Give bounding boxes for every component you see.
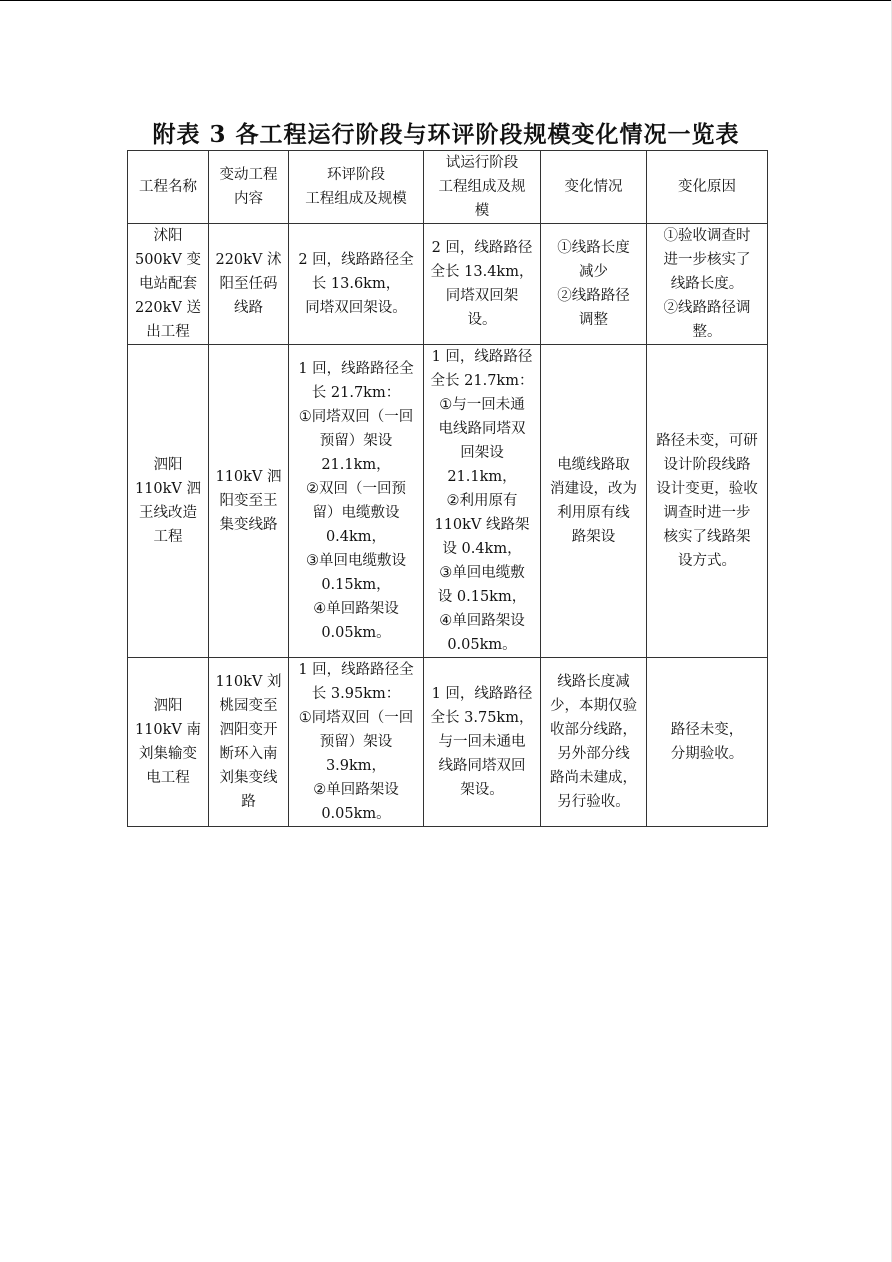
cell-change-reason: 路径未变，可研 设计阶段线路 设计变更，验收 调查时进一步 核实了线路架 设方式。 — [647, 345, 768, 658]
cell-change-content: 110kV 泗 阳变至王 集变线路 — [209, 345, 289, 658]
top-border-line — [0, 0, 892, 1]
table-header-row — [128, 151, 768, 224]
table-row — [128, 658, 768, 827]
cell-change-status: 电缆线路取 消建设，改为 利用原有线 路架设 — [541, 345, 647, 658]
cell-eia-stage: 1 回，线路路径全 长 21.7km： ①同塔双回（一回 预留）架设 21.1km， ②双回（一回预 留）电缆敷设 0.4km， ③单回电缆敷设 0.15km， ④单回路架设 0.05km。 — [289, 345, 424, 658]
cell-change-reason: 路径未变， 分期验收。 — [647, 658, 768, 827]
cell-trial-stage: 2 回，线路路径 全长 13.4km， 同塔双回架 设。 — [424, 224, 541, 345]
page-title: 附表 3 各工程运行阶段与环评阶段规模变化情况一览表 — [152, 121, 740, 148]
header-cell-eia-stage: 环评阶段 工程组成及规模 — [289, 151, 424, 224]
table-row — [128, 345, 768, 658]
header-cell-change-reason: 变化原因 — [647, 151, 768, 224]
cell-project-name: 泗阳 110kV 泗 王线改造 工程 — [128, 345, 209, 658]
cell-project-name: 沭阳 500kV 变 电站配套 220kV 送 出工程 — [128, 224, 209, 345]
cell-eia-stage: 1 回，线路路径全 长 3.95km： ①同塔双回（一回 预留）架设 3.9km， ②单回路架设 0.05km。 — [289, 658, 424, 827]
cell-trial-stage: 1 回，线路路径 全长 21.7km： ①与一回未通 电线路同塔双 回架设 21.1km， ②利用原有 110kV 线路架 设 0.4km， ③单回电缆敷 设 0.15km， ④单回路架设 0.05km。 — [424, 345, 541, 658]
cell-project-name: 泗阳 110kV 南 刘集输变 电工程 — [128, 658, 209, 827]
comparison-table — [127, 150, 768, 827]
cell-change-status: ①线路长度 减少 ②线路路径 调整 — [541, 224, 647, 345]
header-cell-change-content: 变动工程 内容 — [209, 151, 289, 224]
cell-change-reason: ①验收调查时 进一步核实了 线路长度。 ②线路路径调 整。 — [647, 224, 768, 345]
cell-change-status: 线路长度减 少，本期仅验 收部分线路， 另外部分线 路尚未建成， 另行验收。 — [541, 658, 647, 827]
cell-trial-stage: 1 回，线路路径 全长 3.75km， 与一回未通电 线路同塔双回 架设。 — [424, 658, 541, 827]
table-row — [128, 224, 768, 345]
cell-change-content: 110kV 刘 桃园变至 泗阳变开 断环入南 刘集变线 路 — [209, 658, 289, 827]
cell-change-content: 220kV 沭 阳至任码 线路 — [209, 224, 289, 345]
cell-eia-stage: 2 回，线路路径全 长 13.6km， 同塔双回架设。 — [289, 224, 424, 345]
header-cell-change-status: 变化情况 — [541, 151, 647, 224]
header-cell-project-name: 工程名称 — [128, 151, 209, 224]
header-cell-trial-stage: 试运行阶段 工程组成及规 模 — [424, 151, 541, 224]
